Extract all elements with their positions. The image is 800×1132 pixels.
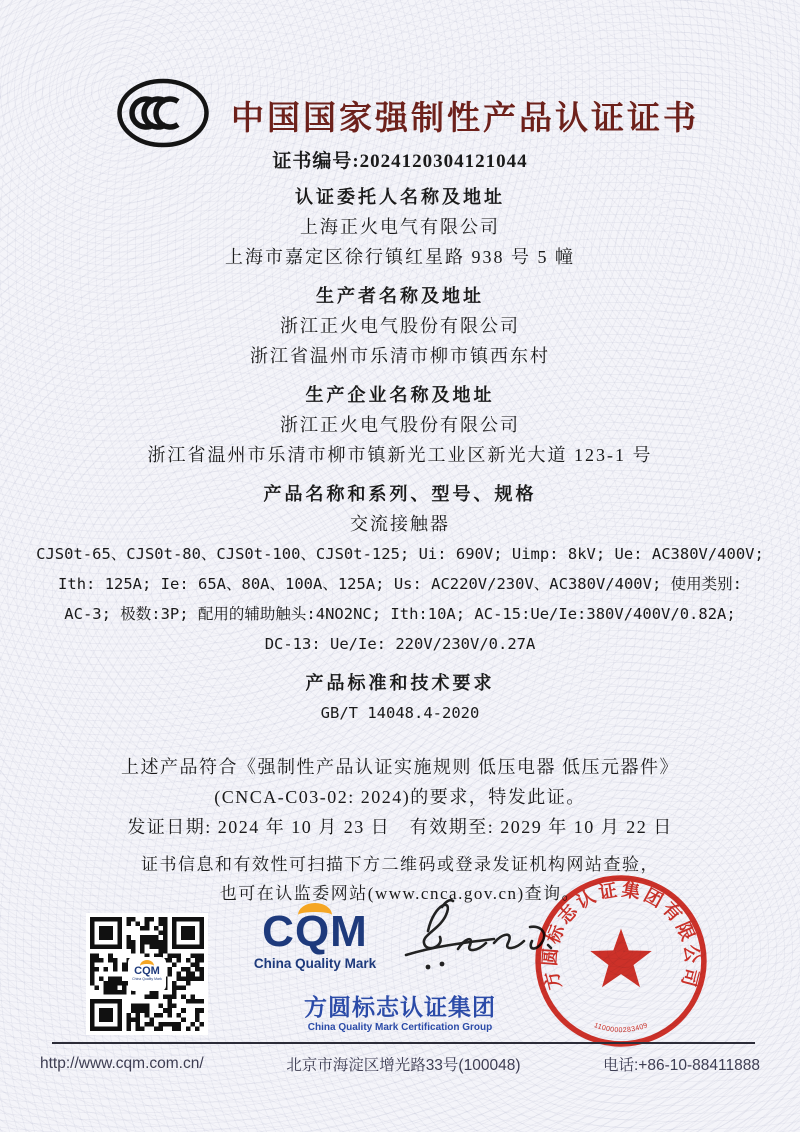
red-company-seal [530, 870, 712, 1052]
group-name-en: China Quality Mark Certification Group [307, 1022, 493, 1033]
qr-cqm-subtext: China Quality Mark [132, 977, 162, 981]
section-line: DC-13: Ue/Ie: 220V/230V/0.27A [264, 635, 536, 653]
qr-code [86, 913, 208, 1035]
certificate-section [28, 479, 772, 659]
certificate-title: 中国国家强制性产品认证证书 [231, 101, 699, 137]
section-heading: 生产企业名称及地址 [305, 385, 495, 405]
seal-company-text: 方圆标志认证集团有限公司 [539, 879, 703, 992]
footer-divider [52, 1042, 755, 1044]
footer-phone: 电话:+86-10-88411888 [603, 1057, 760, 1074]
statement-line: (CNCA-C03-02: 2024)的要求，特发此证。 [214, 787, 586, 807]
verify-line: 证书信息和有效性可扫描下方二维码或登录发证机构网站查验， [141, 855, 659, 874]
footer-website: http://www.cqm.com.cn/ [40, 1055, 204, 1072]
group-name-cn: 方圆标志认证集团 [304, 994, 496, 1020]
footer-address: 北京市海淀区增光路33号(100048) [286, 1057, 521, 1074]
section-line: 浙江正火电气股份有限公司 [280, 415, 520, 435]
certificate-section [28, 281, 772, 371]
section-line: 上海正火电气有限公司 [300, 217, 500, 237]
section-heading: 产品标准和技术要求 [305, 673, 495, 693]
certificate-section [28, 380, 772, 470]
section-line: GB/T 14048.4-2020 [320, 704, 480, 722]
qr-center-logo [128, 957, 166, 991]
section-heading: 产品名称和系列、型号、规格 [263, 484, 537, 504]
certificate-section [28, 182, 772, 272]
section-line: Ith: 125A; Ie: 65A、80A、100A、125A; Us: AC220V/230V、AC380V/400V; 使用类别: [58, 575, 742, 593]
section-line: 浙江省温州市乐清市柳市镇西东村 [250, 346, 550, 366]
section-line: AC-3; 极数:3P; 配用的辅助触头:4NO2NC; Ith:10A; AC-15:Ue/Ie:380V/400V/0.82A; [64, 605, 736, 623]
issue-expiry-dates: 发证日期: 2024 年 10 月 23 日 有效期至: 2029 年 10 月 22 日 [127, 817, 673, 837]
certification-group-name [302, 995, 498, 1033]
footer [40, 1053, 760, 1075]
compliance-statement [28, 752, 772, 842]
cqm-logo [253, 903, 377, 971]
certificate-number: 证书编号:2024120304121044 [272, 151, 528, 172]
verify-line: 也可在认监委网站(www.cnca.gov.cn)查询。 [219, 884, 581, 903]
section-line: 交流接触器 [350, 514, 450, 534]
seal-serial-number: 1100000283409 [592, 1022, 650, 1035]
certificate-body [28, 146, 772, 908]
section-line: CJS0t-65、CJS0t-80、CJS0t-100、CJS0t-125; Ui: 690V; Uimp: 8kV; Ue: AC380V/400V; [36, 545, 764, 563]
section-heading: 认证委托人名称及地址 [295, 187, 505, 207]
certificate-sections [28, 182, 772, 728]
qr-cqm-text: CQM [134, 965, 160, 977]
section-heading: 生产者名称及地址 [316, 286, 484, 306]
section-line: 浙江省温州市乐清市柳市镇新光工业区新光大道 123-1 号 [147, 445, 653, 465]
svg-text:1100000283409 [593, 1022, 649, 1034]
cqm-wordmark: CQM [262, 907, 368, 956]
cqm-tagline: China Quality Mark [253, 956, 377, 971]
certificate-section [28, 668, 772, 728]
section-line: 上海市嘉定区徐行镇红星路 938 号 5 幢 [225, 247, 575, 267]
statement-line: 上述产品符合《强制性产品认证实施规则 低压电器 低压元器件》 [121, 757, 679, 777]
section-line: 浙江正火电气股份有限公司 [280, 316, 520, 336]
